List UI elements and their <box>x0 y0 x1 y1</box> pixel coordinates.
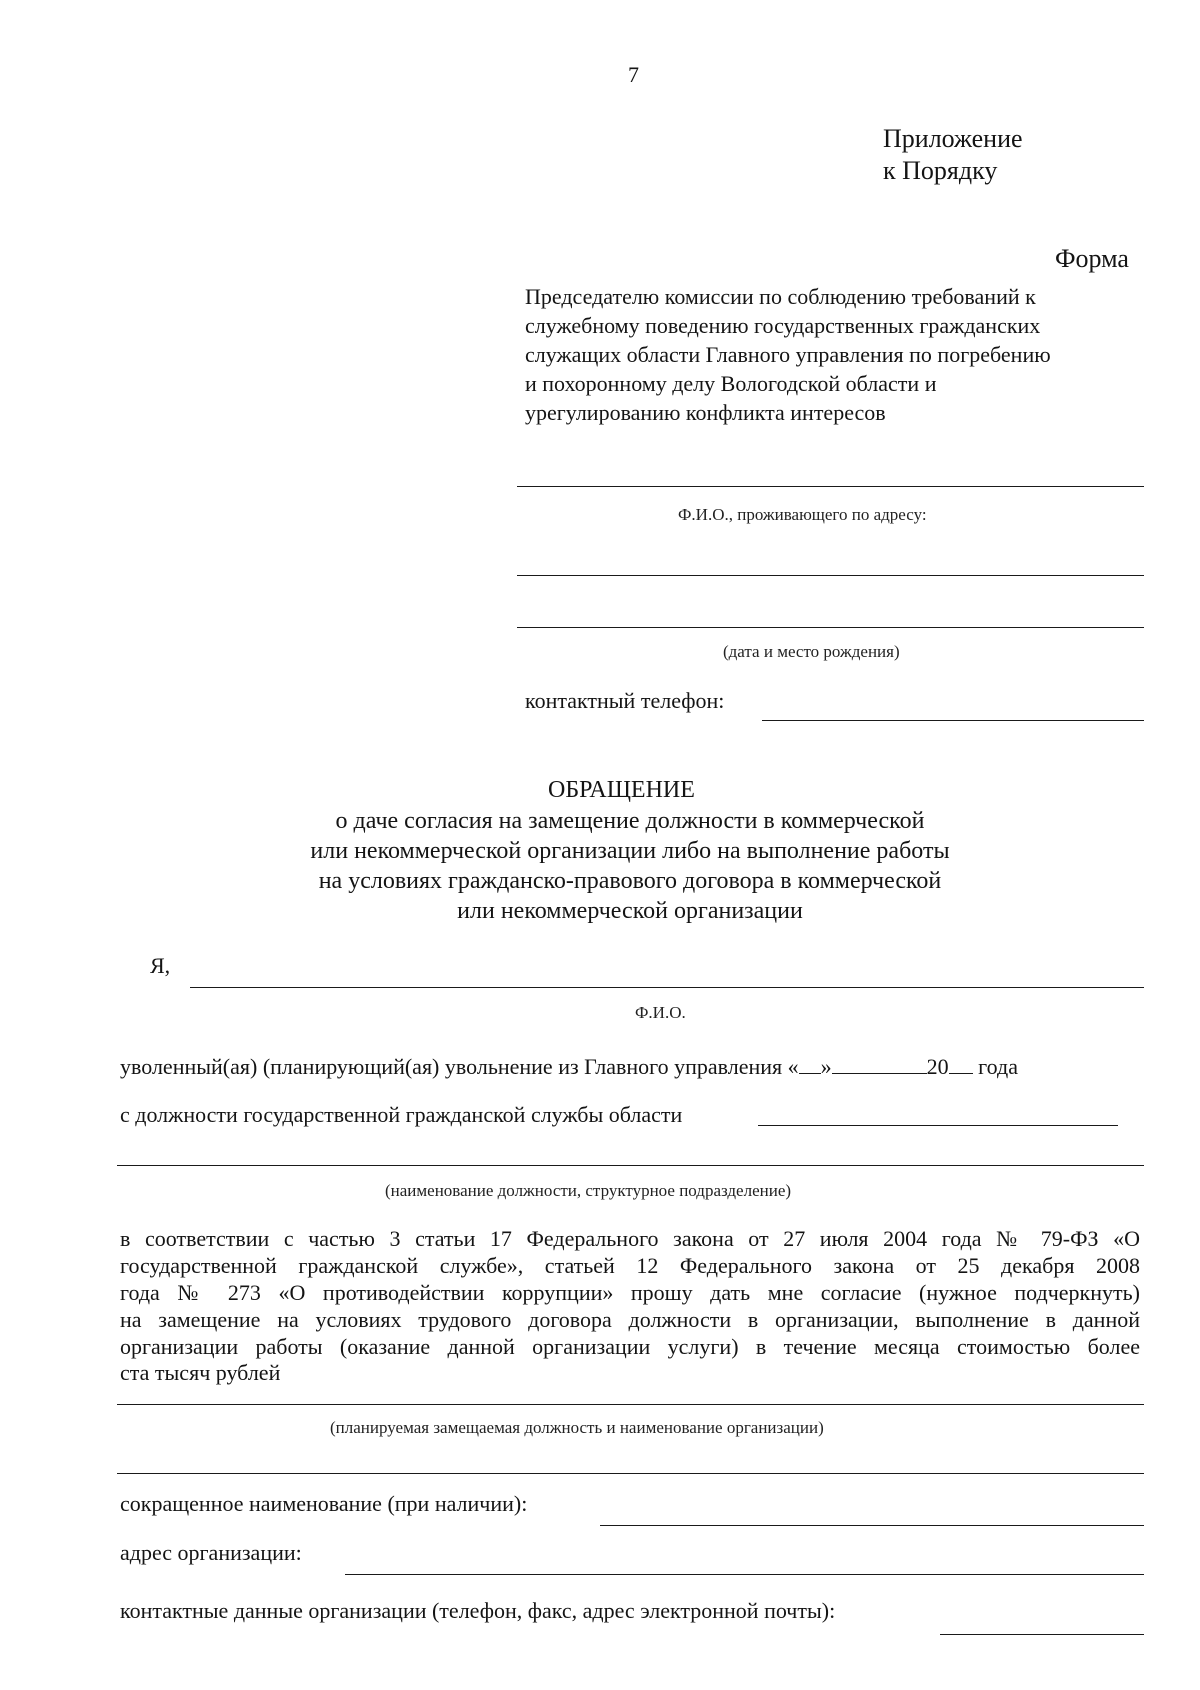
dismissed-line <box>120 1053 1018 1080</box>
dismissed-year-prefix: 20 <box>926 1054 949 1079</box>
planned-position-field-2[interactable] <box>117 1473 1144 1474</box>
fio-caption: Ф.И.О. <box>635 1003 686 1022</box>
org-address-label: адрес организации: <box>120 1540 302 1565</box>
contact-phone-label: контактный телефон: <box>525 688 725 713</box>
addressee-line: урегулированию конфликта интересов <box>525 400 886 425</box>
appendix-line-2: к Порядку <box>883 156 998 185</box>
dismissed-day-field[interactable] <box>799 1053 821 1074</box>
heading-line: или некоммерческой организации либо на выполнение работы <box>310 838 950 864</box>
position-caption: (наименование должности, структурное подразделение) <box>385 1181 792 1200</box>
planned-position-caption: (планируемая замещаемая должность и наименование организации) <box>330 1418 824 1437</box>
addressee-line: и похоронному делу Вологодской области и <box>525 371 937 396</box>
org-address-field[interactable] <box>345 1574 1144 1575</box>
org-contacts-field[interactable] <box>940 1634 1144 1635</box>
heading-line: о даче согласия на замещение должности в коммерческой <box>335 808 925 834</box>
heading-line: или некоммерческой организации <box>457 898 803 924</box>
form-label: Форма <box>1055 244 1129 273</box>
dismissed-suffix: года <box>978 1054 1018 1079</box>
fio-address-caption: Ф.И.О., проживающего по адресу: <box>678 505 927 524</box>
addressee-line: служащих области Главного управления по погребению <box>525 342 1051 367</box>
applicant-fio-field[interactable] <box>190 987 1144 988</box>
dismissed-year-field[interactable] <box>949 1053 973 1074</box>
address-field[interactable] <box>517 575 1144 576</box>
contact-phone-field[interactable] <box>762 720 1144 721</box>
birth-caption: (дата и место рождения) <box>723 642 900 661</box>
dismissed-month-field[interactable] <box>832 1053 927 1074</box>
dismissed-prefix: уволенный(ая) (планирующий(ая) увольнение из Главного управления « <box>120 1054 799 1079</box>
document-title: ОБРАЩЕНИЕ <box>548 777 695 803</box>
paragraph-line: на замещение на условиях трудового договора должности в организации, выполнение в данной <box>120 1307 1140 1332</box>
short-name-label: сокращенное наименование (при наличии): <box>120 1491 528 1516</box>
addressee-line: служебному поведению государственных гражданских <box>525 313 1041 338</box>
addressee-line: Председателю комиссии по соблюдению требований к <box>525 284 1036 309</box>
paragraph-last-line: ста тысяч рублей <box>120 1360 281 1385</box>
service-position-field-2[interactable] <box>117 1165 1144 1166</box>
fio-field[interactable] <box>517 486 1144 487</box>
service-position-field[interactable] <box>758 1125 1118 1126</box>
paragraph-line: организации работы (оказание данной организации услуги) в течение месяца стоимостью более <box>120 1334 1140 1359</box>
dismissed-quote-close: » <box>820 1054 832 1079</box>
heading-line: на условиях гражданско-правового договора в коммерческой <box>318 868 942 894</box>
birth-field[interactable] <box>517 627 1144 628</box>
service-position-label: с должности государственной гражданской службы области <box>120 1102 683 1127</box>
ya-label: Я, <box>150 953 171 978</box>
appendix-line-1: Приложение <box>883 124 1023 153</box>
planned-position-field[interactable] <box>117 1404 1144 1405</box>
paragraph-line: государственной гражданской службе», статьей 12 Федерального закона от 25 декабря 2008 <box>120 1253 1140 1278</box>
page-number: 7 <box>628 62 639 87</box>
paragraph-line: в соответствии с частью 3 статьи 17 Федерального закона от 27 июля 2004 года № 79-ФЗ «О <box>120 1226 1140 1251</box>
short-name-field[interactable] <box>600 1525 1144 1526</box>
paragraph-line: года № 273 «О противодействии коррупции» прошу дать мне согласие (нужное подчеркнуть) <box>120 1280 1140 1305</box>
org-contacts-label: контактные данные организации (телефон, факс, адрес электронной почты): <box>120 1598 836 1623</box>
